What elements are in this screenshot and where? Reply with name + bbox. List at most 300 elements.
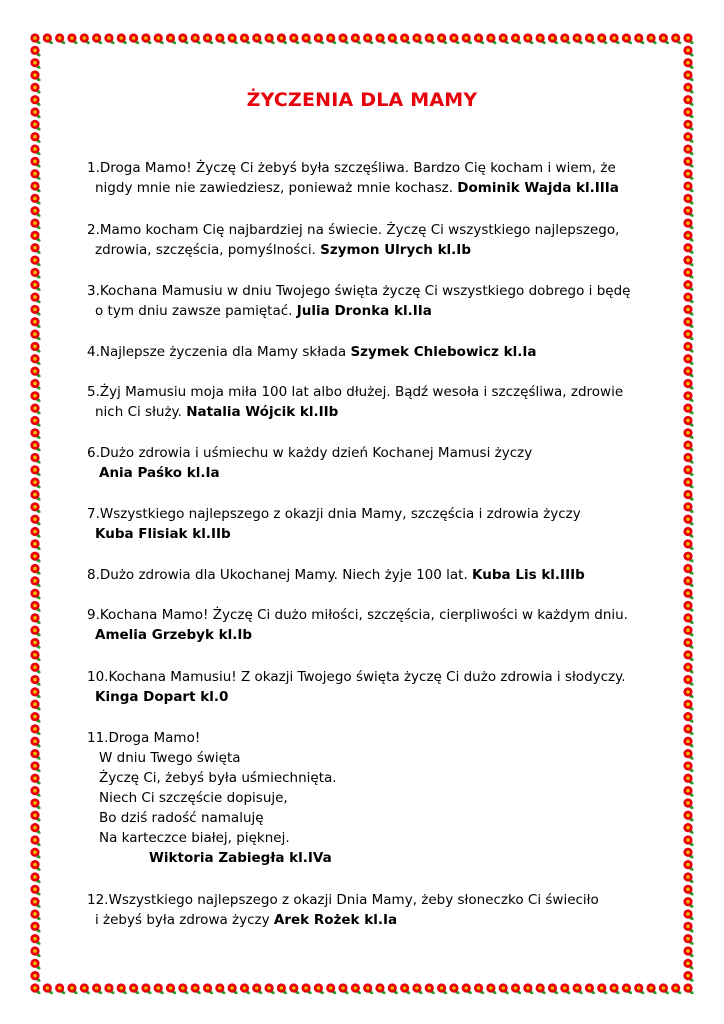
flower-icon	[30, 317, 41, 329]
wish-1	[87, 158, 619, 198]
flower-icon	[536, 33, 547, 45]
flower-icon	[178, 983, 189, 995]
flower-icon	[351, 983, 362, 995]
flower-icon	[30, 502, 41, 514]
flower-icon	[683, 428, 694, 440]
flower-icon	[80, 983, 91, 995]
flower-icon	[683, 255, 694, 267]
flower-icon	[264, 33, 275, 45]
flower-icon	[683, 181, 694, 193]
wish-text: o tym dniu zawsze pamiętać.	[95, 303, 297, 319]
flower-icon	[659, 983, 670, 995]
flower-icon	[203, 33, 214, 45]
signature: Ania Paśko kl.Ia	[99, 465, 220, 481]
flower-icon	[536, 983, 547, 995]
flower-icon	[683, 552, 694, 564]
flower-icon	[30, 465, 41, 477]
flower-icon	[363, 33, 374, 45]
flower-icon	[67, 33, 78, 45]
flower-icon	[289, 33, 300, 45]
wish-text: 4.Najlepsze życzenia dla Mamy składa	[87, 344, 351, 360]
flower-icon	[683, 576, 694, 588]
flower-icon	[683, 169, 694, 181]
flower-icon	[449, 33, 460, 45]
flower-icon	[30, 848, 41, 860]
flower-icon	[30, 367, 41, 379]
flower-icon	[30, 70, 41, 82]
flower-icon	[511, 983, 522, 995]
flower-icon	[400, 983, 411, 995]
flower-icon	[30, 885, 41, 897]
flower-icon	[683, 724, 694, 736]
flower-icon	[683, 243, 694, 255]
flower-icon	[683, 404, 694, 416]
flower-icon	[683, 33, 694, 45]
flower-icon	[683, 564, 694, 576]
flower-icon	[178, 33, 189, 45]
flower-icon	[683, 194, 694, 206]
poem-line: W dniu Twego święta	[99, 750, 241, 766]
flower-icon	[683, 107, 694, 119]
flower-icon	[683, 58, 694, 70]
flower-icon	[683, 934, 694, 946]
flower-icon	[30, 700, 41, 712]
flower-icon	[486, 983, 497, 995]
flower-icon	[683, 231, 694, 243]
flower-icon	[289, 983, 300, 995]
flower-icon	[30, 835, 41, 847]
flower-icon	[683, 95, 694, 107]
flower-icon	[191, 33, 202, 45]
flower-icon	[646, 33, 657, 45]
wish-7	[87, 504, 581, 544]
flower-icon	[30, 515, 41, 527]
flower-icon	[683, 749, 694, 761]
flower-icon	[264, 983, 275, 995]
flower-icon	[215, 983, 226, 995]
flower-icon	[437, 33, 448, 45]
flower-icon	[154, 33, 165, 45]
flower-icon	[67, 983, 78, 995]
flower-icon	[30, 83, 41, 95]
signature: Amelia Grzebyk kl.Ib	[95, 627, 253, 643]
flower-icon	[30, 120, 41, 132]
flower-icon	[277, 33, 288, 45]
wish-text: 5.Żyj Mamusiu moja miła 100 lat albo dłużej. Bądź wesoła i szczęśliwa, zdrowie	[87, 384, 624, 400]
flower-icon	[683, 342, 694, 354]
wish-text: 7.Wszystkiego najlepszego z okazji dnia Mamy, szczęścia i zdrowia życzy	[87, 506, 581, 522]
flower-icon	[30, 292, 41, 304]
flower-icon	[573, 983, 584, 995]
flower-icon	[683, 848, 694, 860]
flower-icon	[215, 33, 226, 45]
flower-icon	[92, 33, 103, 45]
wish-11-poem	[87, 728, 337, 868]
flower-icon	[30, 416, 41, 428]
flower-icon	[683, 478, 694, 490]
flower-icon	[55, 33, 66, 45]
flower-icon	[30, 206, 41, 218]
flower-icon	[425, 983, 436, 995]
flower-icon	[683, 515, 694, 527]
signature: Szymon Ulrych kl.Ib	[320, 242, 471, 258]
flower-icon	[30, 478, 41, 490]
flower-icon	[683, 897, 694, 909]
flower-icon	[30, 798, 41, 810]
signature: Szymek Chlebowicz kl.Ia	[350, 344, 537, 360]
signature: Arek Rożek kl.Ia	[273, 912, 398, 928]
flower-icon	[375, 33, 386, 45]
flower-icon	[683, 737, 694, 749]
flower-icon	[683, 83, 694, 95]
flower-icon	[597, 983, 608, 995]
wish-text: 2.Mamo kocham Cię najbardziej na świecie. Życzę Ci wszystkiego najlepszego,	[87, 222, 620, 238]
flower-icon	[30, 354, 41, 366]
flower-icon	[683, 786, 694, 798]
flower-icon	[30, 527, 41, 539]
flower-icon	[683, 650, 694, 662]
flower-icon	[523, 983, 534, 995]
poem-line: Życzę Ci, żebyś była uśmiechnięta.	[99, 770, 337, 786]
flower-icon	[30, 379, 41, 391]
flower-icon	[683, 539, 694, 551]
flower-icon	[30, 391, 41, 403]
flower-icon	[30, 95, 41, 107]
flower-icon	[30, 774, 41, 786]
wish-text: 8.Dużo zdrowia dla Ukochanej Mamy. Niech żyje 100 lat.	[87, 567, 473, 583]
flower-icon	[30, 823, 41, 835]
flower-icon	[412, 983, 423, 995]
flower-icon	[683, 835, 694, 847]
flower-icon	[437, 983, 448, 995]
wish-text: nich Ci służy.	[95, 404, 187, 420]
flower-icon	[240, 33, 251, 45]
flower-icon	[338, 983, 349, 995]
flower-icon	[474, 33, 485, 45]
flower-icon	[30, 626, 41, 638]
flower-icon	[683, 157, 694, 169]
flower-icon	[683, 774, 694, 786]
flower-icon	[30, 107, 41, 119]
flower-icon	[30, 971, 41, 983]
flower-icon	[30, 650, 41, 662]
signature: Julia Dronka kl.IIa	[296, 303, 432, 319]
flower-icon	[30, 552, 41, 564]
flower-icon	[683, 280, 694, 292]
flower-icon	[30, 181, 41, 193]
flower-icon	[634, 983, 645, 995]
flower-icon	[375, 983, 386, 995]
flower-icon	[560, 983, 571, 995]
flower-icon	[30, 712, 41, 724]
flower-icon	[30, 58, 41, 70]
flower-icon	[104, 33, 115, 45]
flower-icon	[683, 144, 694, 156]
flower-icon	[80, 33, 91, 45]
flower-icon	[683, 872, 694, 884]
flower-icon	[609, 33, 620, 45]
flower-icon	[683, 700, 694, 712]
flower-icon	[548, 983, 559, 995]
flower-icon	[203, 983, 214, 995]
flower-icon	[683, 391, 694, 403]
flower-icon	[30, 749, 41, 761]
flower-icon	[228, 33, 239, 45]
flower-icon	[30, 687, 41, 699]
flower-icon	[683, 885, 694, 897]
wish-text: 6.Dużo zdrowia i uśmiechu w każdy dzień Kochanej Mamusi życzy	[87, 445, 533, 461]
flower-icon	[30, 983, 41, 995]
flower-icon	[30, 453, 41, 465]
wish-text: 3.Kochana Mamusiu w dniu Twojego święta życzę Ci wszystkiego dobrego i będę	[87, 283, 631, 299]
signature: Natalia Wójcik kl.IIb	[186, 404, 339, 420]
flower-icon	[683, 465, 694, 477]
flower-icon	[683, 613, 694, 625]
wish-6	[87, 443, 532, 483]
flower-icon	[499, 33, 510, 45]
flower-icon	[659, 33, 670, 45]
flower-icon	[30, 231, 41, 243]
flower-icon	[683, 441, 694, 453]
flower-icon	[30, 675, 41, 687]
flower-icon	[30, 157, 41, 169]
flower-icon	[30, 255, 41, 267]
flower-icon	[43, 983, 54, 995]
flower-icon	[683, 453, 694, 465]
flower-icon	[585, 983, 596, 995]
flower-icon	[30, 897, 41, 909]
flower-icon	[683, 305, 694, 317]
flower-icon	[30, 564, 41, 576]
flower-icon	[474, 983, 485, 995]
flower-icon	[363, 983, 374, 995]
flower-icon	[30, 342, 41, 354]
flower-icon	[609, 983, 620, 995]
flower-icon	[117, 983, 128, 995]
flower-icon	[129, 983, 140, 995]
flower-icon	[511, 33, 522, 45]
wish-4	[87, 342, 536, 362]
flower-icon	[622, 983, 633, 995]
flower-icon	[166, 983, 177, 995]
flower-icon	[30, 946, 41, 958]
flower-icon	[314, 33, 325, 45]
wish-12	[87, 890, 599, 930]
flower-icon	[141, 33, 152, 45]
poem-heading: 11.Droga Mamo!	[87, 730, 201, 746]
flower-icon	[30, 404, 41, 416]
flower-icon	[30, 811, 41, 823]
wish-text: 9.Kochana Mamo! Życzę Ci dużo miłości, szczęścia, cierpliwości w każdym dniu.	[87, 607, 628, 623]
flower-icon	[30, 46, 41, 58]
wish-text: 1.Droga Mamo! Życzę Ci żebyś była szczęśliwa. Bardzo Cię kocham i wiem, że	[87, 160, 616, 176]
flower-icon	[43, 33, 54, 45]
flower-icon	[683, 502, 694, 514]
flower-icon	[683, 218, 694, 230]
flower-icon	[683, 983, 694, 995]
flower-icon	[314, 983, 325, 995]
signature: Kinga Dopart kl.0	[95, 689, 229, 705]
poem-line: Niech Ci szczęście dopisuje,	[99, 790, 288, 806]
flower-icon	[30, 305, 41, 317]
flower-icon	[683, 379, 694, 391]
flower-icon	[683, 367, 694, 379]
flower-icon	[252, 33, 263, 45]
flower-icon	[425, 33, 436, 45]
wish-text: zdrowia, szczęścia, pomyślności.	[95, 242, 321, 258]
flower-icon	[683, 46, 694, 58]
flower-icon	[683, 712, 694, 724]
flower-icon	[30, 761, 41, 773]
flower-icon	[30, 169, 41, 181]
flower-icon	[683, 798, 694, 810]
wish-text: nigdy mnie nie zawiedziesz, ponieważ mnie kochasz.	[95, 180, 458, 196]
flower-icon	[326, 33, 337, 45]
flower-icon	[683, 922, 694, 934]
flower-icon	[30, 490, 41, 502]
flower-icon	[683, 675, 694, 687]
flower-icon	[30, 576, 41, 588]
flower-icon	[30, 144, 41, 156]
poem-line: Bo dziś radość namaluję	[99, 810, 264, 826]
flower-icon	[683, 638, 694, 650]
flower-icon	[30, 330, 41, 342]
flower-icon	[30, 934, 41, 946]
flower-icon	[671, 983, 682, 995]
flower-icon	[683, 317, 694, 329]
flower-icon	[634, 33, 645, 45]
wish-3	[87, 281, 630, 321]
flower-icon	[573, 33, 584, 45]
flower-icon	[683, 206, 694, 218]
flower-icon	[30, 860, 41, 872]
flower-icon	[683, 811, 694, 823]
flower-icon	[683, 626, 694, 638]
flower-icon	[683, 601, 694, 613]
flower-icon	[30, 638, 41, 650]
flower-icon	[683, 589, 694, 601]
flower-icon	[683, 860, 694, 872]
flower-icon	[30, 132, 41, 144]
flower-icon	[30, 786, 41, 798]
flower-icon	[400, 33, 411, 45]
flower-icon	[55, 983, 66, 995]
flower-icon	[683, 354, 694, 366]
flower-icon	[646, 983, 657, 995]
flower-icon	[449, 983, 460, 995]
flower-icon	[30, 613, 41, 625]
flower-icon	[560, 33, 571, 45]
flower-icon	[30, 601, 41, 613]
signature: Wiktoria Zabiegła kl.IVa	[149, 850, 332, 866]
flower-icon	[326, 983, 337, 995]
poem-line: Na karteczce białej, pięknej.	[99, 830, 290, 846]
wish-10	[87, 667, 626, 707]
flower-icon	[683, 663, 694, 675]
flower-icon	[30, 268, 41, 280]
flower-icon	[30, 909, 41, 921]
flower-icon	[683, 268, 694, 280]
flower-icon	[683, 823, 694, 835]
flower-icon	[499, 983, 510, 995]
wish-text: 12.Wszystkiego najlepszego z okazji Dnia Mamy, żeby słoneczko Ci świeciło	[87, 892, 599, 908]
flower-icon	[683, 527, 694, 539]
flower-icon	[683, 959, 694, 971]
flower-icon	[622, 33, 633, 45]
flower-icon	[301, 33, 312, 45]
flower-icon	[523, 33, 534, 45]
flower-icon	[240, 983, 251, 995]
flower-icon	[277, 983, 288, 995]
flower-icon	[30, 33, 41, 45]
page-title: ŻYCZENIA DLA MAMY	[246, 89, 478, 111]
flower-icon	[30, 218, 41, 230]
flower-icon	[683, 909, 694, 921]
flower-icon	[351, 33, 362, 45]
flower-icon	[486, 33, 497, 45]
flower-icon	[154, 983, 165, 995]
flower-icon	[117, 33, 128, 45]
flower-icon	[30, 663, 41, 675]
flower-icon	[683, 292, 694, 304]
flower-icon	[30, 872, 41, 884]
flower-icon	[462, 33, 473, 45]
flower-icon	[252, 983, 263, 995]
flower-icon	[683, 490, 694, 502]
flower-icon	[388, 983, 399, 995]
wish-8	[87, 565, 585, 585]
wish-text: i żebyś była zdrowa życzy	[95, 912, 274, 928]
flower-icon	[585, 33, 596, 45]
signature: Kuba Lis kl.IIIb	[472, 567, 585, 583]
flower-icon	[683, 70, 694, 82]
flower-icon	[671, 33, 682, 45]
flower-icon	[141, 983, 152, 995]
flower-icon	[104, 983, 115, 995]
flower-icon	[388, 33, 399, 45]
flower-icon	[30, 922, 41, 934]
flower-icon	[92, 983, 103, 995]
signature: Dominik Wajda kl.IIIa	[457, 180, 619, 196]
flower-icon	[30, 280, 41, 292]
flower-icon	[683, 761, 694, 773]
wish-9	[87, 605, 628, 645]
flower-icon	[597, 33, 608, 45]
wish-5	[87, 382, 623, 422]
flower-icon	[30, 441, 41, 453]
wish-2	[87, 220, 619, 260]
flower-icon	[412, 33, 423, 45]
flower-icon	[338, 33, 349, 45]
signature: Kuba Flisiak kl.IIb	[95, 526, 231, 542]
flower-icon	[30, 589, 41, 601]
flower-icon	[30, 243, 41, 255]
wish-text: 10.Kochana Mamusiu! Z okazji Twojego święta życzę Ci dużo zdrowia i słodyczy.	[87, 669, 626, 685]
flower-icon	[30, 959, 41, 971]
flower-icon	[683, 946, 694, 958]
flower-icon	[30, 724, 41, 736]
flower-icon	[30, 194, 41, 206]
flower-icon	[548, 33, 559, 45]
flower-icon	[191, 983, 202, 995]
flower-icon	[129, 33, 140, 45]
flower-icon	[228, 983, 239, 995]
flower-icon	[683, 132, 694, 144]
flower-icon	[30, 737, 41, 749]
flower-icon	[683, 687, 694, 699]
flower-icon	[301, 983, 312, 995]
flower-icon	[683, 330, 694, 342]
